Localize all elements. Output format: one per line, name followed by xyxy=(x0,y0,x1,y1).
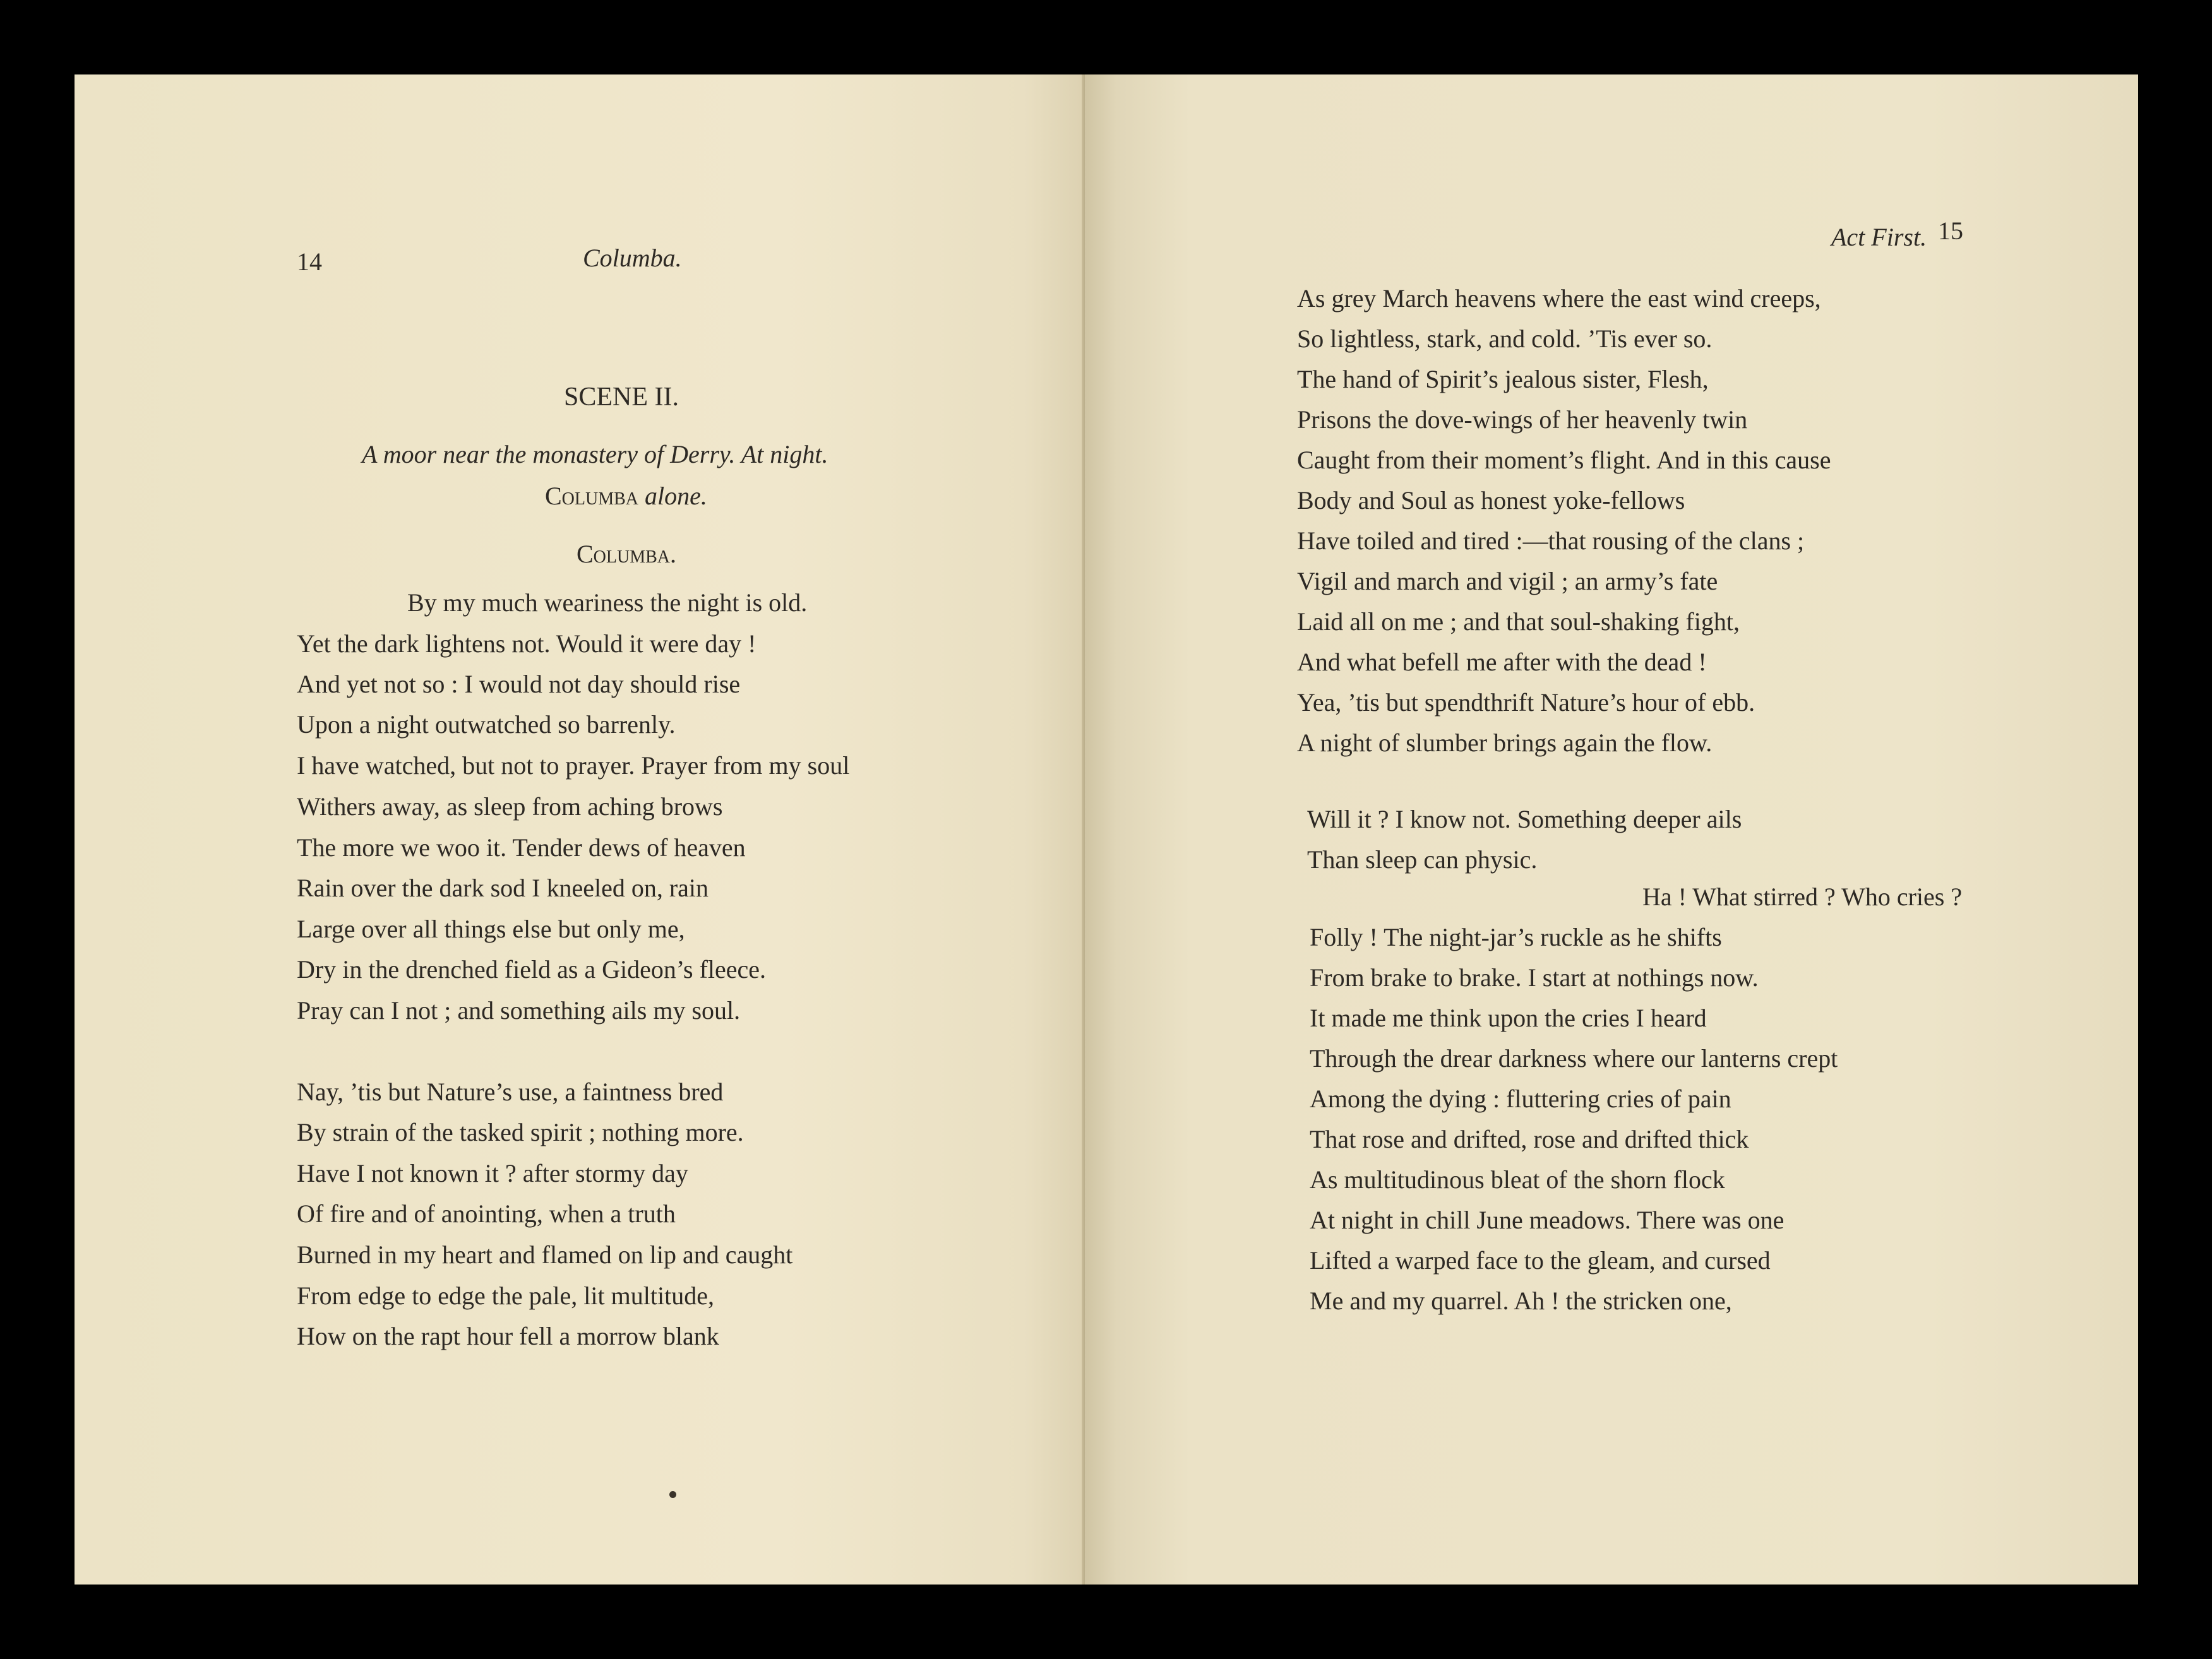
scene-setting: A moor near the monastery of Derry. At night. xyxy=(362,440,828,468)
verse-line: Ha ! What stirred ? Who cries ? xyxy=(1642,883,1963,911)
verse-line: Prisons the dove-wings of her heavenly twin xyxy=(1297,405,1748,434)
running-head: Act First. xyxy=(1831,223,1927,251)
verse-line: By my much weariness the night is old. xyxy=(407,588,808,617)
verse-line: Laid all on me ; and that soul-shaking fight, xyxy=(1297,607,1740,636)
verse-line: Of fire and of anointing, when a truth xyxy=(297,1199,676,1228)
verse-line: Rain over the dark sod I kneeled on, rain xyxy=(297,874,709,902)
verse-line: Me and my quarrel. Ah ! the stricken one, xyxy=(1310,1287,1732,1315)
verse-line: From edge to edge the pale, lit multitude, xyxy=(297,1281,714,1310)
verse-line: Pray can I not ; and something ails my soul. xyxy=(297,996,741,1025)
running-head: Columba. xyxy=(583,244,682,272)
page-number: 14 xyxy=(297,247,322,276)
right-page xyxy=(1085,74,2138,1585)
verse-line: The hand of Spirit’s jealous sister, Flesh, xyxy=(1297,365,1709,393)
verse-line: Upon a night outwatched so barrenly. xyxy=(297,710,676,739)
verse-line: Have toiled and tired :—that rousing of the clans ; xyxy=(1297,526,1805,555)
verse-line: That rose and drifted, rose and drifted thick xyxy=(1310,1125,1749,1153)
verse-line: From brake to brake. I start at nothings now. xyxy=(1310,963,1759,992)
speaker-name: Columba. xyxy=(577,540,677,568)
verse-line: By strain of the tasked spirit ; nothing more. xyxy=(297,1118,744,1146)
verse-line: Lifted a warped face to the gleam, and cursed xyxy=(1310,1246,1771,1275)
verse-line: Vigil and march and vigil ; an army’s fate xyxy=(1297,567,1718,595)
cast-note: alone. xyxy=(645,482,707,510)
verse-line: Caught from their moment’s flight. And in this cause xyxy=(1297,446,1831,474)
verse-line: At night in chill June meadows. There was one xyxy=(1310,1206,1785,1234)
verse-line: Yea, ’tis but spendthrift Nature’s hour of ebb. xyxy=(1297,688,1755,717)
verse-line: Body and Soul as honest yoke-fellows xyxy=(1297,486,1685,514)
verse-line: Through the drear darkness where our lanterns crept xyxy=(1310,1044,1838,1073)
ink-speck xyxy=(669,1491,676,1498)
cast-name: Columba xyxy=(545,482,639,510)
scene-heading: SCENE II. xyxy=(564,383,679,412)
verse-line: Yet the dark lightens not. Would it were day ! xyxy=(297,629,756,658)
verse-line: Than sleep can physic. xyxy=(1307,845,1538,874)
verse-line: A night of slumber brings again the flow. xyxy=(1297,728,1713,757)
verse-line: Burned in my heart and flamed on lip and caught xyxy=(297,1240,793,1269)
verse-line: As multitudinous bleat of the shorn flock xyxy=(1310,1165,1725,1194)
verse-line: Among the dying : fluttering cries of pain xyxy=(1310,1085,1731,1113)
book-spread xyxy=(75,74,2138,1585)
page-number: 15 xyxy=(1938,217,1963,245)
verse-line: As grey March heavens where the east wind creeps, xyxy=(1297,284,1821,312)
verse-line: Have I not known it ? after stormy day xyxy=(297,1159,688,1187)
left-page xyxy=(75,74,1085,1585)
verse-line: The more we woo it. Tender dews of heaven xyxy=(297,833,746,862)
verse-line: And yet not so : I would not day should rise xyxy=(297,670,741,698)
verse-line: I have watched, but not to prayer. Prayer from my soul xyxy=(297,751,850,780)
verse-line: Nay, ’tis but Nature’s use, a faintness bred xyxy=(297,1078,724,1106)
verse-line: How on the rapt hour fell a morrow blank xyxy=(297,1322,719,1350)
verse-line: It made me think upon the cries I heard xyxy=(1310,1004,1707,1032)
verse-line: Dry in the drenched field as a Gideon’s fleece. xyxy=(297,955,767,984)
verse-line: Folly ! The night-jar’s ruckle as he shifts xyxy=(1310,923,1722,951)
verse-line: Large over all things else but only me, xyxy=(297,915,685,943)
verse-line: So lightless, stark, and cold. ’Tis ever so. xyxy=(1297,324,1713,353)
verse-line: And what befell me after with the dead ! xyxy=(1297,648,1707,676)
verse-line: Withers away, as sleep from aching brows xyxy=(297,792,723,821)
cast-line xyxy=(545,484,707,509)
verse-line: Will it ? I know not. Something deeper ails xyxy=(1307,805,1742,833)
